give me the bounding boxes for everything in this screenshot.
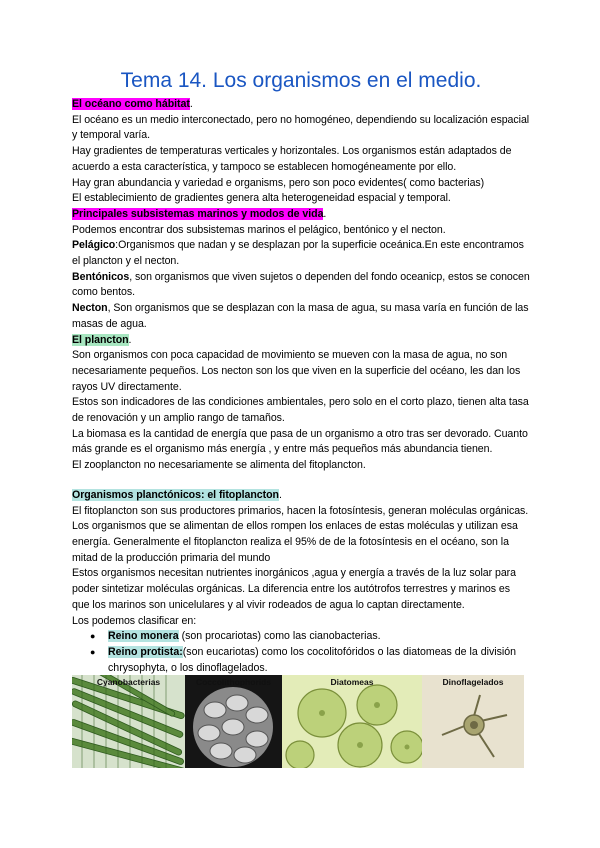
section-heading-plancton: El plancton. (72, 333, 132, 346)
image-caption: Diatomeas (330, 677, 374, 687)
classification-list (72, 629, 530, 676)
paragraph-necton: Necton, Son organismos que se desplazan con la masa de agua, su masa varía en función de las masas de agua. (72, 302, 529, 330)
paragraph: Estos organismos necesitan nutrientes inorgánicos ,agua y energía a través de la luz solar para poder sintetizar moléculas orgánicas. La diferencia entre los autótrofos terrestres y marinos es que los marinos son unicelulares y al vivir rodeados de agua lo captan directamente. (72, 567, 516, 611)
coccolithophorid-image (185, 675, 282, 768)
paragraph: Hay gran abundancia y variedad e organisms, pero son poco evidentes( como bacterias) (72, 176, 485, 189)
paragraph: Hay gradientes de temperaturas verticales y horizontales. Los organismos están adaptados de acuerdo a esta característica, y tampoco se establecen homogéneamente por ello. (72, 145, 512, 173)
image-caption: Cyanobacterias (96, 677, 161, 687)
paragraph: El océano es un medio interconectado, pero no homogéneo, dependiendo su localización espacial y temporal varía. (72, 113, 530, 142)
paragraph: Podemos encontrar dos subsistemas marinos el pelágico, bentónico y el necton. (72, 223, 446, 236)
diatom-image (282, 675, 422, 768)
image-caption: Dinoflagelados (442, 677, 504, 687)
section-heading-fitoplancton: Organismos planctónicos: el fitoplancton. (72, 488, 282, 501)
document-page (72, 68, 530, 676)
paragraph-pelagico: Pelágico:Organismos que nadan y se desplazan por la superficie oceánica.En este encontramos el plancton y el necton. (72, 239, 524, 268)
section-heading-habitat: El océano como hábitat. (72, 98, 193, 110)
dinoflagellate-image (422, 675, 524, 768)
blank-line (72, 474, 530, 488)
phytoplankton-image-strip (72, 675, 524, 768)
image-caption: Coccolithophorids (195, 677, 272, 687)
paragraph: El fitoplancton son sus productores primarios, hacen la fotosíntesis, generan moléculas orgánicas. Los organismos que se alimentan de ellos rompen los enlaces de estas moléculas y utilizan esa energía. Generalmente el fitoplancton realiza el 95% de de la fotosíntesis en el océano, son la mitad de la producción primaria del mundo (72, 504, 529, 564)
paragraph: Son organismos con poca capacidad de movimiento se mueven con la masa de agua, no son necesariamente pequeños. Los necton son los que viven en la superficie del océano, les dan los rayos UV directamente. (72, 349, 521, 393)
paragraph: Los podemos clasificar en: (72, 614, 197, 627)
paragraph: La biomasa es la cantidad de energía que pasa de un organismo a otro tras ser devorado. Cuanto más grande es el organismo más energía , y entre más pequeños más abundancia tienen. (72, 427, 528, 456)
bullet-icon: ● (90, 646, 96, 657)
list-item: ● Reino monera (son procariotas) como las cianobacterias. (108, 629, 530, 645)
bullet-icon: ● (90, 631, 96, 642)
page-title: Tema 14. Los organismos en el medio. (120, 69, 482, 92)
paragraph: Estos son indicadores de las condiciones ambientales, pero solo en el corto plazo, tienen alta tasa de renovación y un amplio rango de tamaños. (72, 396, 529, 425)
cyanobacteria-image (72, 675, 185, 768)
paragraph: El establecimiento de gradientes genera alta heterogeneidad espacial y temporal. (72, 192, 451, 205)
section-heading-subsistemas: Principales subsistemas marinos y modos de vida. (72, 207, 327, 220)
paragraph: El zooplancton no necesariamente se alimenta del fitoplancton. (72, 459, 366, 472)
paragraph-bentonicos: Bentónicos, son organismos que viven sujetos o dependen del fondo oceanicp, estos se conocen como bentos. (72, 270, 530, 299)
list-item: ● Reino protista:(son eucariotas) como los cocolitofóridos o las diatomeas de la división chrysophyta, o los dinoflagelados. (90, 645, 517, 674)
